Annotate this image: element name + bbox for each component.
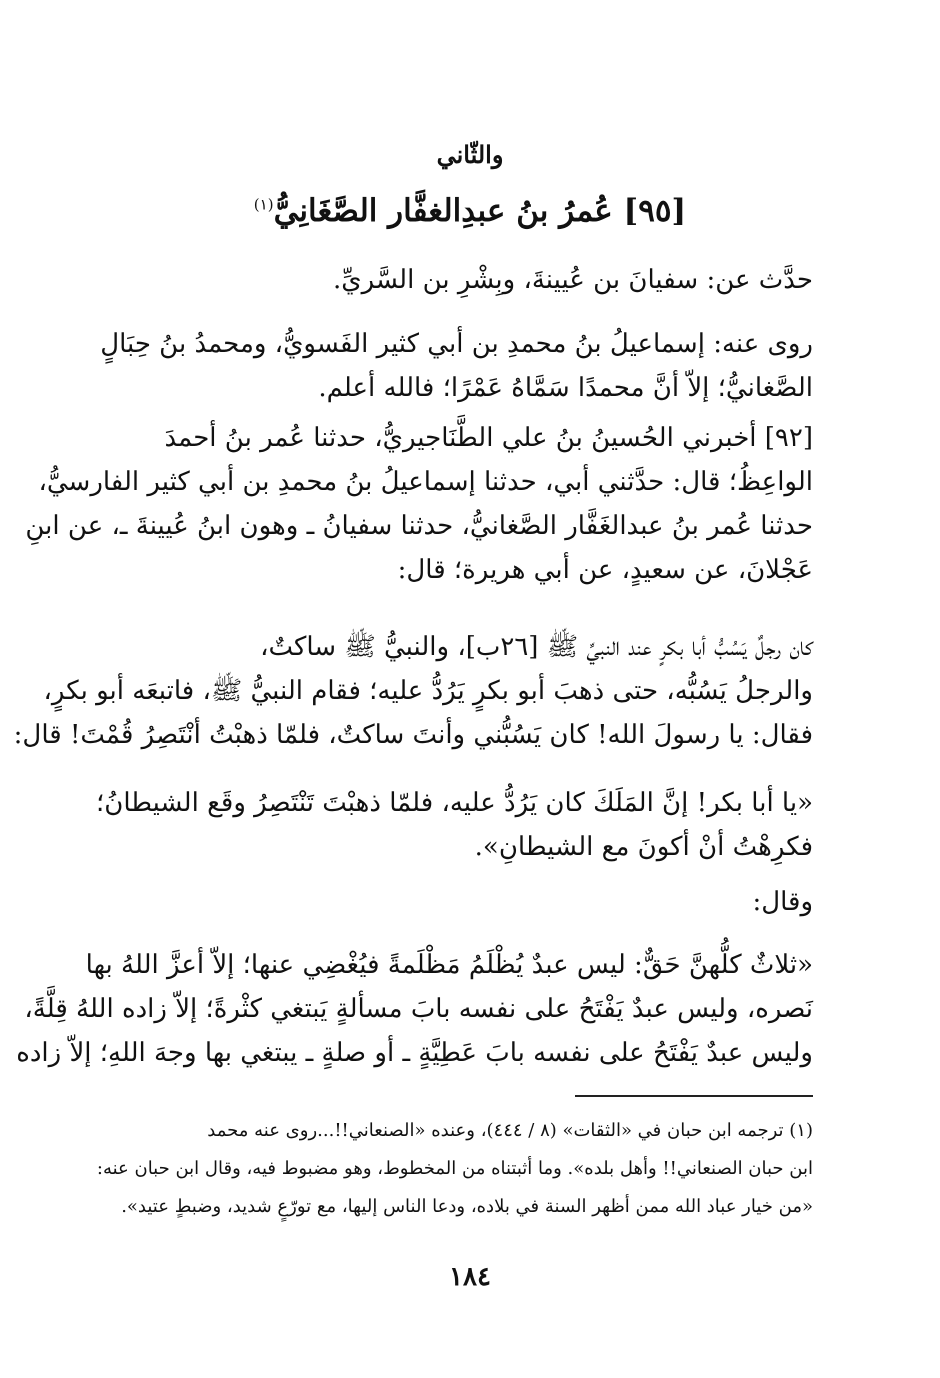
isnad-line: الواعِظُ؛ قال: حدَّثني أبي، حدثنا إسماعيلُ بنُ محمدِ بن أبي كثير الفارسيُّ، bbox=[38, 467, 813, 497]
footnote-separator bbox=[575, 1095, 813, 1097]
hadith-isnad-paragraph bbox=[25, 416, 813, 592]
isnad-line: عَجْلانَ، عن سعيدٍ، عن أبي هريرة؛ قال: bbox=[397, 555, 813, 585]
entry-footnote-mark: (١) bbox=[253, 195, 274, 214]
matn-line: فقال: يا رسولَ الله! كان يَسُبُّني وأنتَ ساكتٌ، فلمّا ذهبْتُ أنْتَصِرُ قُمْتَ! قال: bbox=[13, 720, 813, 750]
isnad-line: [٩٢] أخبرني الحُسينُ بنُ علي الطَّنَاجيريُّ، حدثنا عُمر بنُ أحمدَ bbox=[164, 423, 813, 453]
prophet-reply-paragraph bbox=[96, 781, 813, 869]
narrated-from-line: حدَّث عن: سفيانَ بن عُيينةَ، وبِشْرِ بن السَّريِّ. bbox=[333, 265, 813, 295]
footnote-line: «من خيار عباد الله ممن أظهر السنة في بلاده، ودعا الناس إليها، مع تورّعٍ شديد، وضبطٍ عتيد». bbox=[121, 1196, 813, 1217]
three-truths-line: «ثلاثٌ كلُّهنَّ حَقٌّ: ليس عبدٌ يُظْلَمُ مَظْلَمةً فيُغْضِي عنها؛ إلاّ أعزَّ اللهُ بها bbox=[85, 950, 813, 980]
narrated-by-paragraph bbox=[100, 322, 813, 410]
footnote bbox=[96, 1112, 813, 1226]
narrated-from-paragraph bbox=[128, 258, 813, 302]
reply-line: «يا أبا بكر! إنَّ المَلَكَ كان يَرُدُّ عليه، فلمّا ذهبْتَ تَنْتَصِرُ وقَع الشيطانُ؛ bbox=[96, 788, 813, 818]
and-said-paragraph bbox=[128, 880, 813, 924]
narrated-by-line: روى عنه: إسماعيلُ بنُ محمدِ بن أبي كثير الفَسويُّ، ومحمدُ بنُ حِبَالٍ bbox=[100, 329, 813, 359]
hadith-matn-paragraph bbox=[13, 625, 813, 757]
matn-line: والرجلُ يَسُبُّه، حتى ذهبَ أبو بكرٍ يَرُدُّ عليه؛ فقام النبيُّ ﷺ، فاتبعَه أبو بكرٍ، bbox=[43, 676, 813, 706]
three-truths-line: وليس عبدٌ يَفْتَحُ على نفسه بابَ عَطِيَّةٍ ـ أو صلةٍ ـ يبتغي بها وجهَ اللهِ؛ إلاّ زاده bbox=[16, 1038, 813, 1068]
isnad-line: حدثنا عُمر بنُ عبدالغَفَّار الصَّغانيُّ، حدثنا سفيانُ ـ وهون ابنُ عُيينةَ ـ، عن ابنِ bbox=[25, 511, 813, 541]
footnote-line: ابن حبان الصنعاني!! وأهل بلده». وما أثبتناه من المخطوط، وهو مضبوط فيه، وقال ابن حبان عنه: bbox=[96, 1158, 813, 1179]
footnote-line: (١) ترجمه ابن حبان في «الثقات» (٨ / ٤٤٤)، وعنده «الصنعاني!!...روى عنه محمد bbox=[207, 1120, 813, 1141]
narrated-by-line: الصَّغانيُّ؛ إلاّ أنَّ محمدًا سَمَّاهُ عَمْرًا؛ فالله أعلم. bbox=[318, 373, 813, 403]
three-truths-line: نَصره، وليس عبدٌ يَفْتَحُ على نفسه بابَ مسألةٍ يَبتغي كثْرةً؛ إلاّ زاده اللهُ قِلَّةً، bbox=[24, 994, 813, 1024]
section-label: والثّاني bbox=[436, 140, 504, 169]
page-number: ١٨٤ bbox=[449, 1262, 491, 1292]
three-truths-paragraph bbox=[16, 943, 813, 1075]
reply-line: فكرِهْتُ أنْ أكونَ مع الشيطانِ». bbox=[474, 832, 813, 862]
matn-line: كان رجلٌ يَسُبُّ أبا بكرٍ عند النبيِّ ﷺ [٢٦ب]، والنبيُّ ﷺ ساكتٌ، bbox=[260, 632, 813, 662]
entry-title bbox=[0, 193, 940, 229]
and-said-line: وقال: bbox=[752, 887, 813, 917]
entry-title-text: [٩٥] عُمرُ بنُ عبدِالغفَّار الصَّغَانِيُّ bbox=[273, 193, 687, 229]
